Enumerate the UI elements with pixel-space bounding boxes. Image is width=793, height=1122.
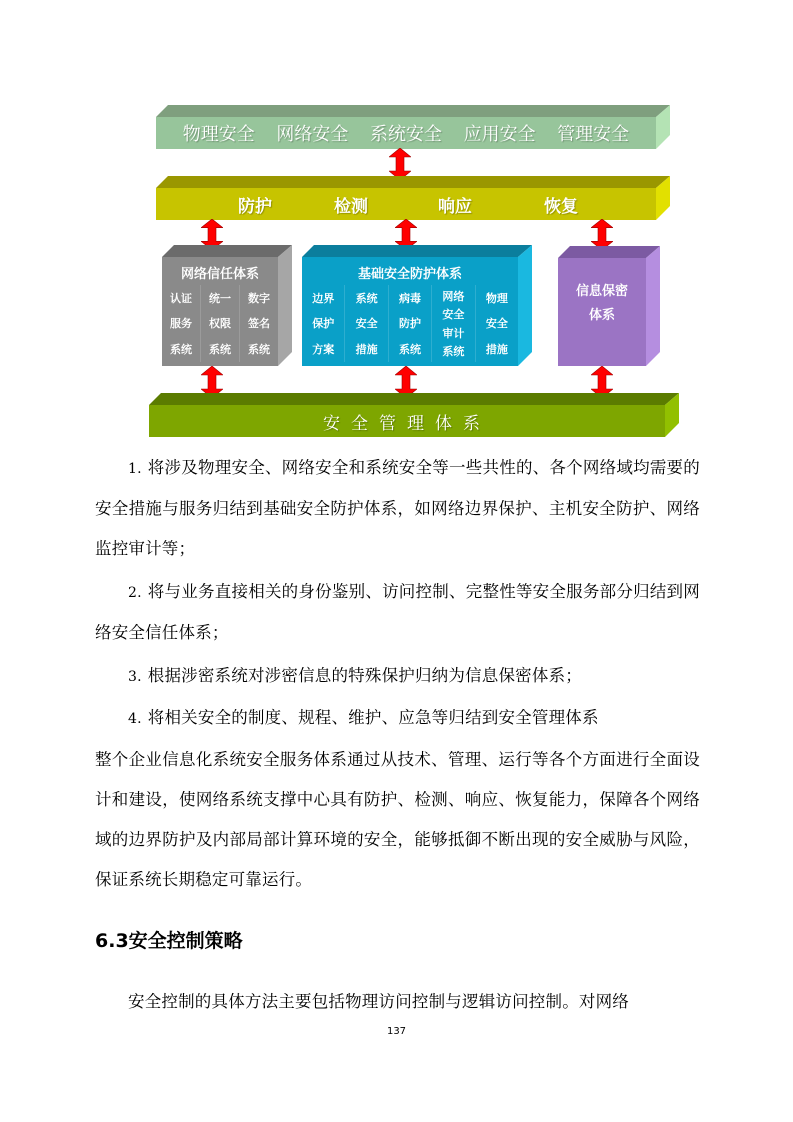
information-secrecy-box — [558, 246, 660, 366]
bar-label: 安全管理体系 — [323, 413, 491, 434]
box-column: 数字 签名 系统 — [239, 285, 278, 362]
domain-application: 应用安全 — [463, 124, 536, 145]
capability-detect: 检测 — [334, 196, 368, 217]
capability-respond: 响应 — [438, 196, 472, 217]
box-column: 病毒 防护 系统 — [388, 285, 431, 362]
capability-recover: 恢复 — [544, 196, 578, 217]
capability-bar — [156, 176, 670, 220]
domain-system: 系统安全 — [369, 124, 442, 145]
section-heading: 6.3安全控制策略 — [95, 930, 243, 952]
list-item-4: 4. 将相关安全的制度、规程、维护、应急等归结到安全管理体系 — [128, 708, 599, 727]
box-column: 认证 服务 系统 — [170, 291, 192, 357]
security-management-bar — [149, 393, 679, 437]
domain-management: 管理安全 — [557, 124, 630, 145]
box-title-line1: 信息保密 — [575, 284, 628, 299]
security-architecture-diagram — [0, 0, 793, 450]
list-item-1: 1. 将涉及物理安全、网络安全和系统安全等一些共性的、各个网络域均需要的安全措施与服务归结到基础安全防护体系，如网络边界保护、主机安全防护、网络监控审计等； — [95, 458, 700, 558]
box-title: 基础安全防护体系 — [357, 266, 462, 282]
security-domains-bar — [156, 105, 670, 149]
box-column: 系统 安全 措施 — [344, 285, 387, 362]
box-column: 边界 保护 方案 — [312, 291, 335, 357]
box-column: 物理 安全 措施 — [475, 285, 518, 362]
list-item-2: 2. 将与业务直接相关的身份鉴别、访问控制、完整性等安全服务部分归结到网络安全信任体系； — [95, 582, 700, 642]
domain-physical: 物理安全 — [182, 124, 255, 145]
list-item-3: 3. 根据涉密系统对涉密信息的特殊保护归纳为信息保密体系； — [128, 666, 582, 685]
box-title-line2: 体系 — [588, 308, 615, 323]
box-column: 网络 安全 审计 系统 — [431, 285, 474, 362]
summary-paragraph: 整个企业信息化系统安全服务体系通过从技术、管理、运行等各个方面进行全面设计和建设，使网络系统支撑中心具有防护、检测、响应、恢复能力，保障各个网络域的边界防护及内部局部计算环境的安全，能够抵御不断出现的安全威胁与风险，保证系统长期稳定可靠运行。 — [95, 750, 700, 889]
capability-protect: 防护 — [238, 196, 272, 217]
box-column: 统一 权限 系统 — [200, 285, 239, 362]
domain-network: 网络安全 — [276, 124, 349, 145]
box-title: 网络信任体系 — [180, 266, 259, 282]
network-trust-system-box — [162, 245, 292, 366]
page-number: 137 — [386, 1026, 407, 1037]
base-security-protection-box — [302, 245, 532, 366]
section-paragraph: 安全控制的具体方法主要包括物理访问控制与逻辑访问控制。对网络 — [128, 992, 629, 1011]
